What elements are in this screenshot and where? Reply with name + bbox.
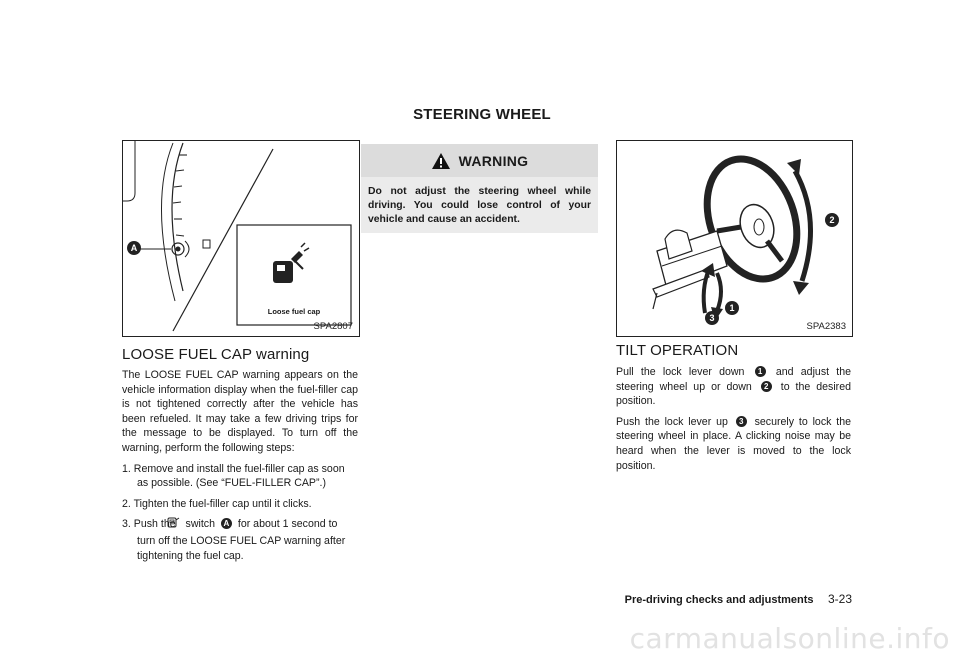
steering-wheel-figure (616, 140, 853, 337)
tilt-paragraph-2: Push the lock lever up 3 securely to lock the steering wheel in place. A clicking noise may be heard when the lever is moved to the lock position. (616, 415, 851, 472)
loose-fuel-cap-figure (122, 140, 360, 337)
loose-fuel-cap-paragraph: The LOOSE FUEL CAP warning appears on the vehicle information display when the fuel-filler cap is not tightened correctly after the vehicle has been refueled. It may take a few driving trips for the message to be displayed. To turn off the warning, perform the following steps: (122, 369, 358, 454)
tilt-operation-heading: TILT OPERATION (616, 342, 739, 359)
marker-a: A (221, 518, 232, 529)
display-caption: Loose fuel cap (267, 307, 321, 316)
figure-code: SPA2383 (806, 321, 846, 332)
label-a-marker: A (127, 241, 141, 255)
left-column (122, 346, 358, 569)
label-1-marker: 1 (725, 301, 739, 315)
footer-section-title: Pre-driving checks and adjustments (624, 594, 814, 606)
page-number: 3-23 (827, 592, 852, 606)
steps-list (122, 462, 358, 564)
label-3-marker: 3 (705, 311, 719, 325)
list-item: 3. Push the switch A for about 1 second to turn off the LOOSE FUEL CAP warning after tightening the fuel cap. (122, 518, 346, 562)
list-item: 1. Remove and install the fuel-filler cap as soon as possible. (See “FUEL-FILLER CAP”.) (122, 462, 345, 490)
warning-header (361, 144, 598, 177)
page-footer (600, 590, 852, 608)
watermark: carmanualsonline.info (629, 622, 950, 655)
marker-3: 3 (736, 416, 747, 427)
page-header: STEERING WHEEL (413, 106, 551, 123)
warning-body: Do not adjust the steering wheel while driving. You could lose control of your vehicle and cause an accident. (361, 177, 598, 233)
figure-code: SPA2807 (313, 321, 353, 332)
loose-fuel-cap-heading: LOOSE FUEL CAP warning (122, 346, 310, 363)
label-2-marker: 2 (825, 213, 839, 227)
marker-2: 2 (761, 381, 772, 392)
warning-title: WARNING (458, 152, 529, 169)
warning-triangle-icon (431, 152, 451, 170)
marker-1: 1 (755, 366, 766, 377)
tilt-paragraph-1: Pull the lock lever down 1 and adjust the steering wheel up or down 2 to the desired position. (616, 366, 852, 408)
list-item: 2. Tighten the fuel-filler cap until it clicks. (122, 497, 312, 510)
right-column (616, 342, 851, 473)
